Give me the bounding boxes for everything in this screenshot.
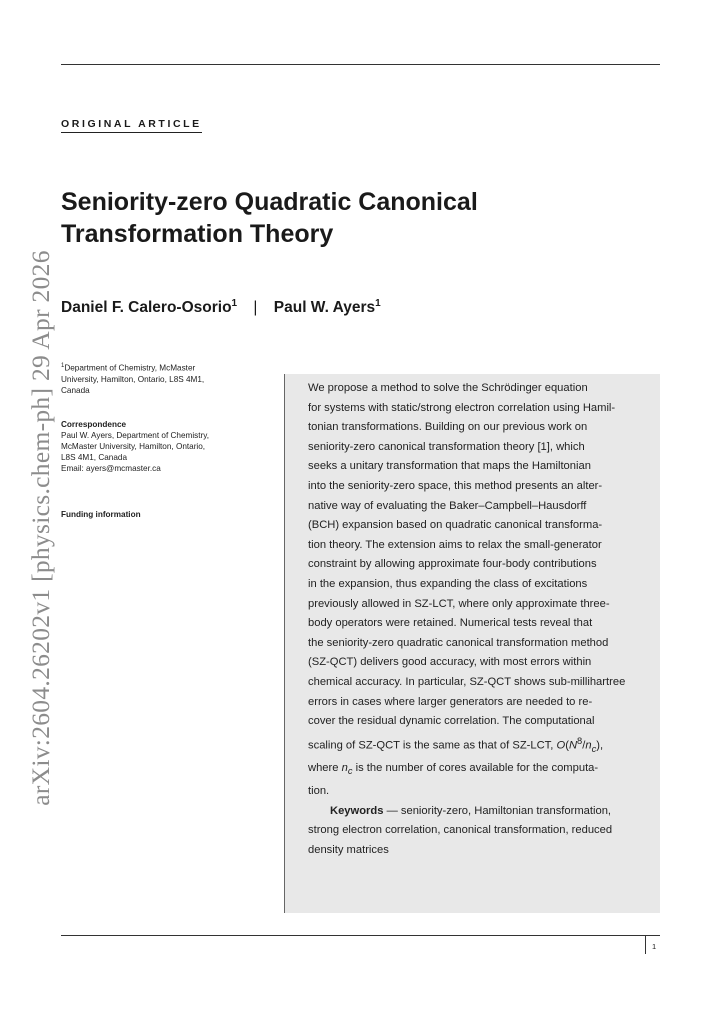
- correspondence-block: [61, 419, 261, 474]
- abstract-line: for systems with static/strong electron correlation using Hamil-: [308, 401, 616, 414]
- abstract-line: previously allowed in SZ-LCT, where only approximate three-: [308, 597, 610, 610]
- title-line: Transformation Theory: [61, 220, 334, 248]
- keywords-text: — seniority-zero, Hamiltonian transformation,: [383, 804, 612, 817]
- abstract-line: into the seniority-zero space, this method presents an alter-: [308, 479, 603, 492]
- author-name: Daniel F. Calero-Osorio: [61, 299, 232, 317]
- abstract-line: in the expansion, thus expanding the class of excitations: [308, 577, 588, 590]
- paper-title: [61, 186, 478, 250]
- subscript-c: c: [347, 766, 353, 777]
- scaling-text: scaling of SZ-QCT is the same as that of SZ-LCT,: [308, 739, 557, 752]
- affiliation-block: [61, 361, 261, 396]
- footer-rule: [61, 935, 660, 936]
- abstract-line: (BCH) expansion based on quadratic canonical transforma-: [308, 519, 603, 532]
- author-affiliation-mark: 1: [375, 298, 381, 309]
- correspondence-email: Email: ayers@mcmaster.ca: [61, 464, 161, 473]
- affiliation-line: University, Hamilton, Ontario, L8S 4M1,: [61, 374, 205, 384]
- author-affiliation-mark: 1: [231, 298, 238, 309]
- abstract-line: We propose a method to solve the Schrödinger equation: [308, 382, 588, 394]
- var-n-lower: n: [585, 739, 592, 752]
- abstract-line: seeks a unitary transformation that maps the Hamiltonian: [308, 460, 591, 473]
- abstract-line: [308, 759, 660, 782]
- keywords-line: strong electron correlation, canonical transformation, reduced: [308, 824, 613, 837]
- abstract-line: seniority-zero canonical transformation theory [1], which: [308, 440, 585, 453]
- subscript-c: c: [591, 743, 597, 754]
- keywords-line: [308, 802, 660, 822]
- abstract-line: the seniority-zero quadratic canonical transformation method: [308, 636, 609, 649]
- author-name: Paul W. Ayers: [273, 299, 376, 317]
- title-line: Seniority-zero Quadratic Canonical: [61, 188, 478, 216]
- paren-open: (: [565, 739, 569, 752]
- abstract-body: [308, 379, 660, 732]
- author-separator: |: [253, 299, 258, 317]
- power: 8: [577, 735, 583, 746]
- arxiv-stamp-text: arXiv:2604.26202v1 [physics.chem-ph] 29 Apr 2026: [26, 250, 55, 806]
- article-type-label: ORIGINAL ARTICLE: [61, 118, 202, 133]
- correspondence-heading: Correspondence: [61, 420, 127, 429]
- abstract-line: [308, 732, 660, 760]
- abstract-line: native way of evaluating the Baker–Campbell–Hausdorff: [308, 499, 587, 512]
- slash: /: [582, 739, 586, 752]
- header-rule: [61, 64, 660, 65]
- abstract-line: (SZ-QCT) delivers good accuracy, with most errors within: [308, 656, 592, 669]
- var-n-lower: n: [341, 762, 348, 775]
- paren-close: ),: [596, 739, 604, 752]
- affiliation-line: Department of Chemistry, McMaster: [64, 363, 196, 373]
- correspondence-line: Paul W. Ayers, Department of Chemistry,: [61, 431, 210, 440]
- abstract-line: tonian transformations. Building on our previous work on: [308, 421, 588, 434]
- author-list: [61, 298, 381, 317]
- keywords-label: Keywords: [330, 804, 384, 817]
- abstract-line: tion.: [308, 785, 330, 798]
- big-o: O: [556, 739, 566, 752]
- funding-heading: Funding information: [61, 510, 141, 519]
- affiliation-line: Canada: [61, 385, 90, 395]
- abstract-line: constraint by allowing approximate four-body contributions: [308, 558, 597, 571]
- abstract-box: [284, 374, 660, 913]
- arxiv-identifier-stamp: [26, 192, 56, 864]
- keywords-line: density matrices: [308, 843, 389, 856]
- abstract-line: body operators were retained. Numerical tests reveal that: [308, 617, 593, 630]
- where-rest: is the number of cores available for the computa-: [352, 762, 599, 775]
- where-text: where: [308, 762, 342, 775]
- page-number: 1: [645, 936, 656, 954]
- affiliation-number: 1: [61, 363, 65, 369]
- abstract-line: cover the residual dynamic correlation. The computational: [308, 715, 595, 728]
- abstract-line: errors in cases where larger generators are needed to re-: [308, 695, 593, 708]
- abstract-line: tion theory. The extension aims to relax the small-generator: [308, 538, 602, 551]
- correspondence-line: L8S 4M1, Canada: [61, 453, 127, 462]
- correspondence-line: McMaster University, Hamilton, Ontario,: [61, 442, 206, 451]
- var-n-upper: N: [568, 739, 578, 752]
- abstract-line: chemical accuracy. In particular, SZ-QCT shows sub-millihartree: [308, 675, 626, 688]
